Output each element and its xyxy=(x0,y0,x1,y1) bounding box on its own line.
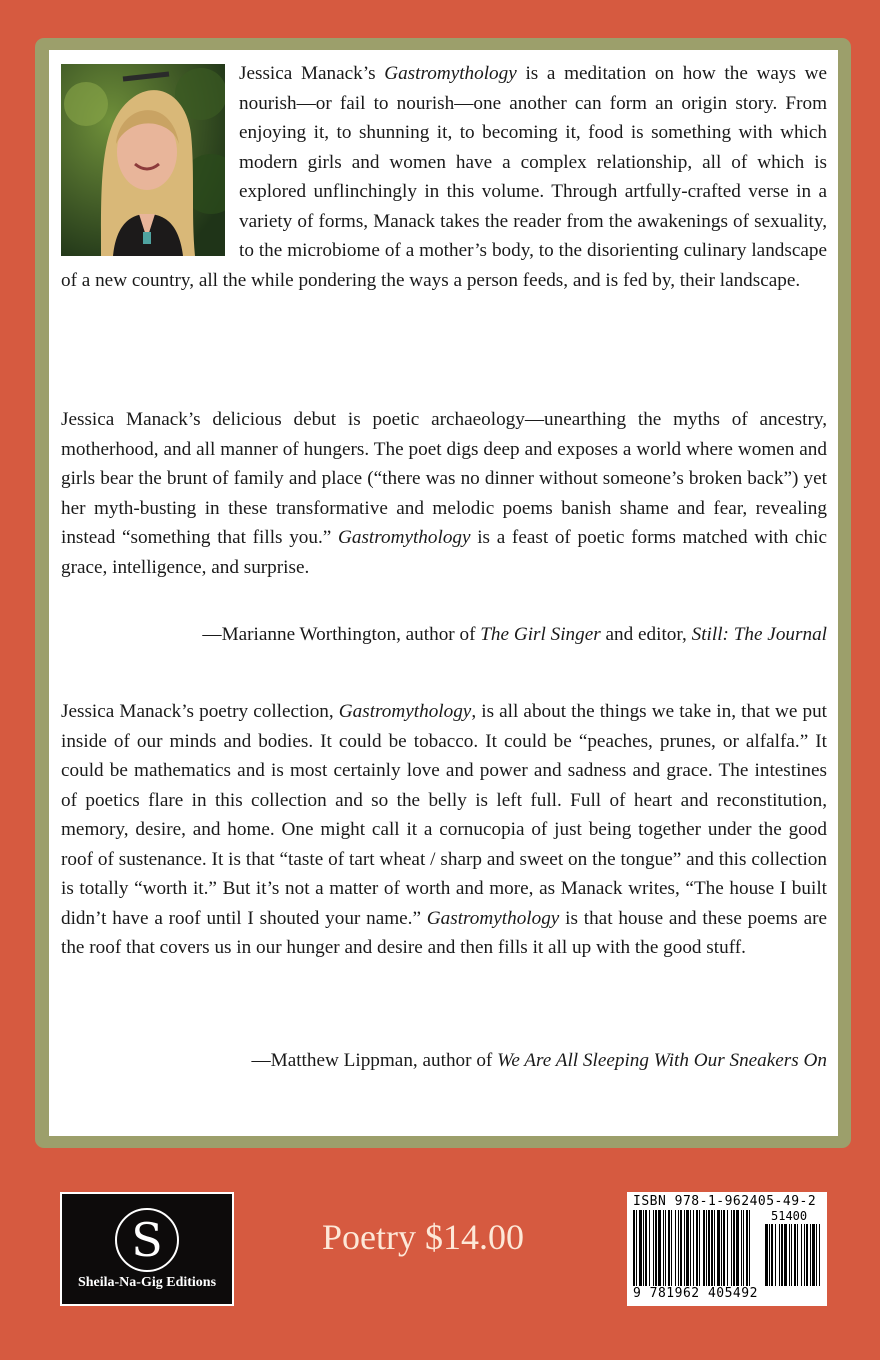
barcode-addon-bar xyxy=(816,1224,817,1286)
barcode-bar xyxy=(733,1210,735,1286)
barcode-bar xyxy=(671,1210,672,1286)
barcode-bar xyxy=(633,1210,635,1286)
blurb2-text-2: , is all about the things we take in, that we put inside of our minds and bodies. It could be tobacco. It could be “peaches, prunes, or alfalfa.” It could be mathematics and is most certainly love and power and sadness and grace. The intestines of poetics flare in this collection and so the belly is left full. Full of heart and reconstitution, memory, desire, and home. One might call it a cornucopia of just being together under the good roof of sustenance. It is that “taste of tart wheat / sharp and sweet on the tongue” and this collection is totally “worth it.” But it’s not a matter of worth and more, as Manack writes, “The house I built didn’t have a roof until I shouted your name.” xyxy=(61,701,827,929)
barcode-bar xyxy=(727,1210,728,1286)
barcode-bar xyxy=(680,1210,682,1286)
barcode-bar xyxy=(690,1210,691,1286)
blurb2-book-title-1: Gastromythology xyxy=(338,701,472,722)
barcode-bar xyxy=(639,1210,642,1286)
barcode-bar xyxy=(731,1210,732,1286)
barcode-bar xyxy=(749,1210,750,1286)
barcode-bar xyxy=(703,1210,705,1286)
blurb1-attribution xyxy=(202,620,827,649)
blurb-lippman xyxy=(61,697,827,963)
blurb1-text-2: is a feast of poetic forms matched with chic grace, intelligence, and surprise. xyxy=(61,527,827,578)
blurb2-book-title-2: Gastromythology xyxy=(426,907,560,929)
attrib1-journal: Still: The Journal xyxy=(691,624,827,645)
barcode-bar xyxy=(693,1210,694,1286)
barcode-bar xyxy=(643,1210,644,1286)
barcode-addon-bar xyxy=(812,1224,815,1286)
barcode-bar xyxy=(743,1210,744,1286)
barcode-addon-bar xyxy=(784,1224,787,1286)
barcode-bar xyxy=(645,1210,647,1286)
category-price: Poetry $14.00 xyxy=(322,1217,524,1257)
barcode-bar xyxy=(736,1210,739,1286)
price-code: 51400 xyxy=(771,1209,808,1223)
barcode-addon-bar xyxy=(791,1224,792,1286)
barcode-addon-bar xyxy=(804,1224,805,1286)
attrib2-pre: —Matthew Lippman, author of xyxy=(251,1050,498,1071)
bio-text-pre: Jessica Manack’s xyxy=(239,63,385,84)
barcode-addon-bar xyxy=(794,1224,796,1286)
attrib2-book: We Are All Sleeping With Our Sneakers On xyxy=(497,1050,827,1071)
barcode-bar xyxy=(663,1210,664,1286)
barcode-addon-bar xyxy=(769,1224,770,1286)
barcode-bar xyxy=(723,1210,725,1286)
publisher-name: Sheila-Na-Gig Editions xyxy=(77,1275,217,1290)
author-bio xyxy=(61,59,827,295)
isbn-digits: 9 781962 405492 xyxy=(633,1286,758,1301)
barcode-addon-bar xyxy=(797,1224,798,1286)
attrib1-mid: and editor, xyxy=(600,624,692,645)
bio-text-post: is a meditation on how the ways we nourish—or fail to nourish—one another can form an origin story. From enjoying it, to shunning it, to becoming it, food is something with which modern girls and women have a complex relationship, all of which is explored unflinchingly in this volume. Through artfully-crafted verse in a variety of forms, Manack takes the reader from the awakenings of sexuality, to the microbiome of a mother’s body, to the disorienting culinary landscape of a new country, all the while pondering the ways a person feeds, and is fed by, their landscape. xyxy=(61,63,827,291)
bio-book-title: Gastromythology xyxy=(384,63,517,84)
barcode-bar xyxy=(668,1210,670,1286)
barcode-bar xyxy=(649,1210,650,1286)
barcode-bar xyxy=(741,1210,742,1286)
blurb2-attribution xyxy=(251,1046,827,1075)
barcode-addon-bar xyxy=(765,1224,768,1286)
blurb2-text-1: Jessica Manack’s poetry collection, xyxy=(61,701,339,722)
publisher-logo xyxy=(60,1192,234,1306)
barcode-bar xyxy=(653,1210,654,1286)
barcode-bar xyxy=(717,1210,720,1286)
barcode-bar xyxy=(655,1210,657,1286)
author-photo xyxy=(61,64,225,256)
barcode-bar xyxy=(711,1210,713,1286)
barcode-bar xyxy=(686,1210,689,1286)
barcode-bar xyxy=(665,1210,666,1286)
isbn-barcode xyxy=(627,1192,827,1306)
attrib1-pre: —Marianne Worthington, author of xyxy=(202,624,481,645)
attrib1-book: The Girl Singer xyxy=(480,624,601,645)
blurb1-text-1: Jessica Manack’s delicious debut is poetic archaeology—unearthing the myths of ancestry, motherhood, and all manner of hungers. The poet digs deep and exposes a world where women and girls bear the brunt of family and place (“there was no dinner without someone’s broken back”) yet her myth-busting in these transformative and melodic poems banish shame and fear, revealing instead “something that fills you.” xyxy=(61,409,827,548)
barcode-bar xyxy=(636,1210,637,1286)
barcode-bar xyxy=(714,1210,715,1286)
barcode-bar xyxy=(708,1210,710,1286)
barcode-bar xyxy=(746,1210,748,1286)
barcode-addon-bar xyxy=(775,1224,776,1286)
barcode-addon-bar xyxy=(781,1224,783,1286)
barcode-bar xyxy=(678,1210,679,1286)
barcode-bar xyxy=(721,1210,722,1286)
barcode-addon-bar xyxy=(810,1224,811,1286)
author-photo-image xyxy=(61,64,225,256)
barcode-addon-bar xyxy=(806,1224,808,1286)
blurb-worthington xyxy=(61,405,827,582)
barcode-addon-bar xyxy=(789,1224,790,1286)
barcode-bar xyxy=(658,1210,661,1286)
barcode-addon-bar xyxy=(779,1224,780,1286)
barcode-addon-bar xyxy=(801,1224,802,1286)
barcode-bar xyxy=(699,1210,700,1286)
barcode-bar xyxy=(706,1210,707,1286)
barcode-addon-bar xyxy=(819,1224,820,1286)
blurb1-book-title: Gastromythology xyxy=(338,527,471,548)
barcode-bar xyxy=(675,1210,676,1286)
barcode-bar xyxy=(684,1210,685,1286)
isbn-label: ISBN 978-1-962405-49-2 xyxy=(633,1194,817,1209)
blurb2-text-3: is that house and these poems are the roof that covers us in our hunger and desire and then fills it all up with the good stuff. xyxy=(61,907,827,958)
barcode-bar xyxy=(696,1210,698,1286)
barcode-addon-bar xyxy=(771,1224,773,1286)
publisher-logo-mark: S xyxy=(115,1208,179,1272)
